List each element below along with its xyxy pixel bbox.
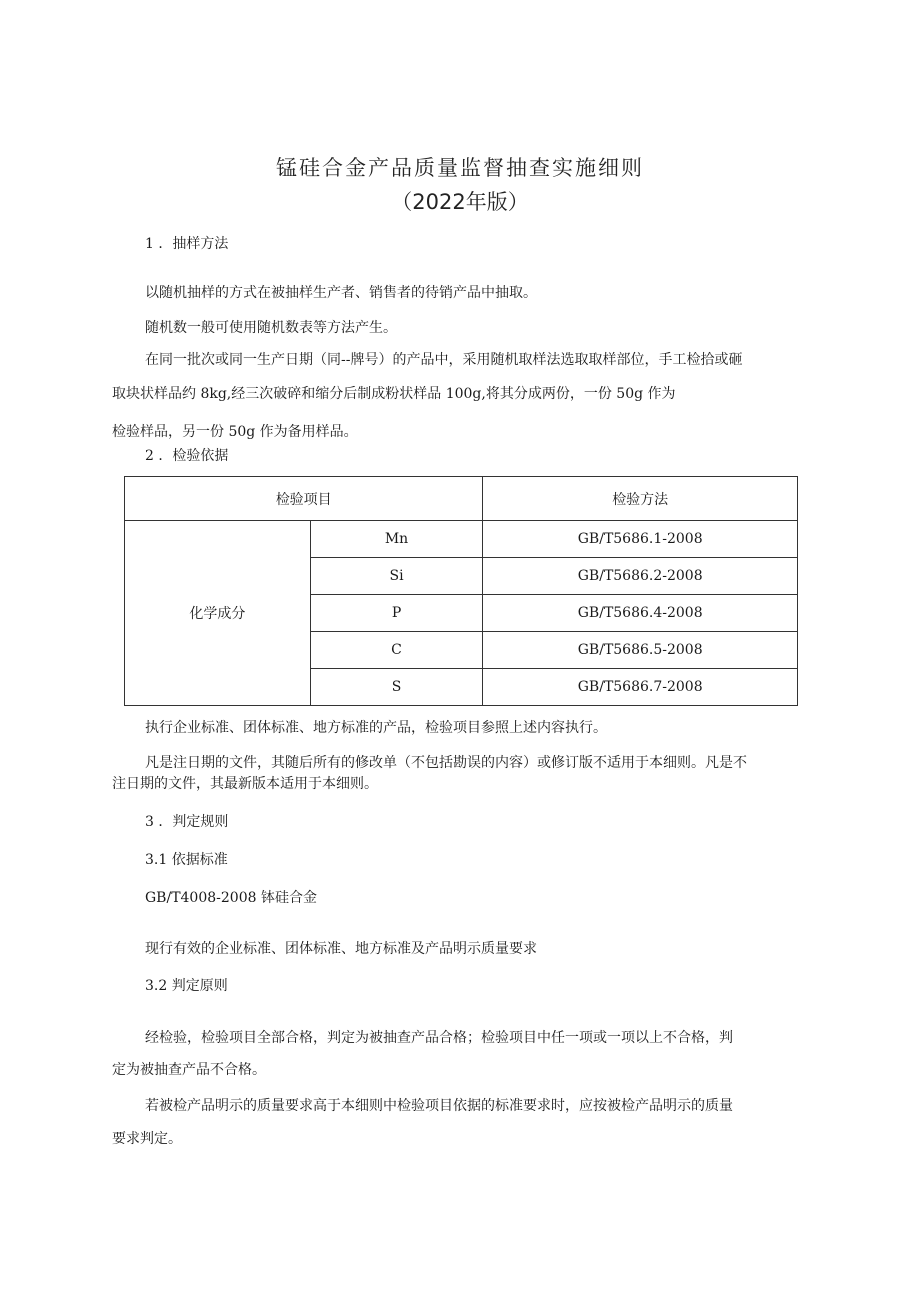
inspection-table [124, 476, 798, 706]
section-1-paragraph-1: 以随机抽样的方式在被抽样生产者、销售者的待销产品中抽取。 [145, 285, 537, 301]
table-cell-method: GB/T5686.5-2008 [483, 632, 798, 669]
table-cell-method: GB/T5686.2-2008 [483, 558, 798, 595]
document-subtitle: （2022年版） [391, 190, 529, 214]
table-cell-element: Mn [310, 521, 483, 558]
section-2-heading: 2 ．检验依据 [145, 448, 229, 464]
section-3-1-heading: 3.1 依据标准 [145, 852, 228, 868]
table-cell-method: GB/T5686.7-2008 [483, 669, 798, 706]
section-3-1-paragraph-2: 现行有效的企业标准、团体标准、地方标准及产品明示质量要求 [145, 941, 537, 957]
table-group-label: 化学成分 [125, 521, 311, 706]
section-2-note-1: 执行企业标准、团体标准、地方标准的产品，检验项目参照上述内容执行。 [145, 720, 607, 736]
section-1-paragraph-3-line-1: 在同一批次或同一生产日期（同--牌号）的产品中，采用随机取样法选取取样部位，手工检拾或砸 [145, 352, 743, 368]
section-3-2-paragraph-2-line-1: 若被检产品明示的质量要求高于本细则中检验项目依据的标准要求时，应按被检产品明示的质量 [145, 1098, 733, 1114]
table-cell-method: GB/T5686.1-2008 [483, 521, 798, 558]
section-3-2-paragraph-1-line-2: 定为被抽查产品不合格。 [112, 1062, 266, 1078]
section-2-note-2-line-1: 凡是注日期的文件，其随后所有的修改单（不包括勘误的内容）或修订版不适用于本细则。凡是不 [145, 755, 747, 771]
section-3-heading: 3 ．判定规则 [145, 814, 229, 830]
section-1-paragraph-2: 随机数一般可使用随机数表等方法产生。 [145, 320, 397, 336]
table-header-item: 检验项目 [125, 477, 483, 521]
table-cell-element: Si [310, 558, 483, 595]
table-cell-method: GB/T5686.4-2008 [483, 595, 798, 632]
table-header-method: 检验方法 [483, 477, 798, 521]
section-1-heading: 1 ．抽样方法 [145, 236, 229, 252]
section-3-1-paragraph-1: GB/T4008-2008 钵硅合金 [145, 890, 317, 906]
table-row [125, 521, 798, 558]
section-1-paragraph-3-line-2: 取块状样品约 8kg,经三次破碎和缩分后制成粉状样品 100g,将其分成两份，一份 50g 作为 [112, 386, 676, 402]
section-3-2-paragraph-1-line-1: 经检验，检验项目全部合格，判定为被抽查产品合格；检验项目中任一项或一项以上不合格，判 [145, 1030, 733, 1046]
document-title: 锰硅合金产品质量监督抽查实施细则 [276, 156, 644, 180]
section-3-2-heading: 3.2 判定原则 [145, 978, 228, 994]
table-cell-element: P [310, 595, 483, 632]
section-2-note-2-line-2: 注日期的文件，其最新版本适用于本细则。 [112, 776, 378, 792]
table-cell-element: C [310, 632, 483, 669]
section-1-paragraph-3-line-3: 检验样品，另一份 50g 作为备用样品。 [112, 424, 358, 440]
table-header-row [125, 477, 798, 521]
table-cell-element: S [310, 669, 483, 706]
section-3-2-paragraph-2-line-2: 要求判定。 [112, 1131, 182, 1147]
